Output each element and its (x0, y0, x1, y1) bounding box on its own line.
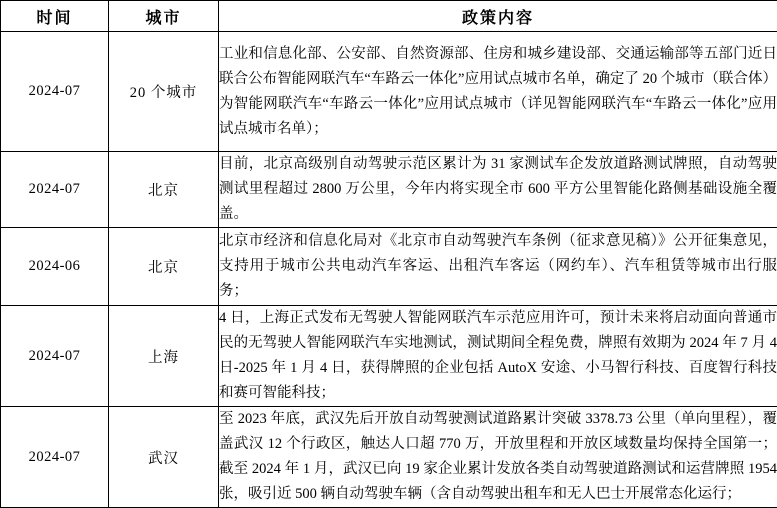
column-header-city: 城市 (109, 1, 219, 32)
cell-content: 北京市经济和信息化局对《北京市自动驾驶汽车条例（征求意见稿）》公开征集意见，支持用于城市公共电动汽车客运、出租汽车客运（网约车）、汽车租赁等城市出行服务； (219, 228, 777, 306)
cell-city: 北京 (109, 152, 219, 228)
table-header-row (1, 1, 777, 32)
table-body (1, 32, 777, 508)
column-header-time: 时间 (1, 1, 109, 32)
cell-time: 2024-07 (1, 152, 109, 228)
cell-city: 20 个城市 (109, 32, 219, 152)
table-row (1, 407, 777, 508)
table-header (1, 1, 777, 32)
table-row (1, 152, 777, 228)
cell-time: 2024-06 (1, 228, 109, 306)
cell-city: 北京 (109, 228, 219, 306)
cell-city: 上海 (109, 306, 219, 407)
cell-time: 2024-07 (1, 32, 109, 152)
cell-city: 武汉 (109, 407, 219, 508)
cell-content: 目前，北京高级别自动驾驶示范区累计为 31 家测试车企发放道路测试牌照，自动驾驶测试里程超过 2800 万公里，今年内将实现全市 600 平方公里智能化路侧基础设施全覆盖。 (219, 152, 777, 228)
cell-content: 工业和信息化部、公安部、自然资源部、住房和城乡建设部、交通运输部等五部门近日联合公布智能网联汽车“车路云一体化”应用试点城市名单，确定了 20 个城市（联合体）为智能网联汽车“车路云一体化”应用试点城市（详见智能网联汽车“车路云一体化”应用试点城市名单）； (219, 32, 777, 152)
table-row (1, 306, 777, 407)
cell-content: 4 日，上海正式发布无驾驶人智能网联汽车示范应用许可，预计未来将启动面向普通市民的无驾驶人智能网联汽车实地测试，测试期间全程免费，牌照有效期为 2024 年 7 月 4 日-2025 年 1 月 4 日，获得牌照的企业包括 AutoX 安途、小马智行科技、百度智行科技和赛可智能科技； (219, 306, 777, 407)
cell-time: 2024-07 (1, 306, 109, 407)
column-header-content: 政策内容 (219, 1, 777, 32)
table-row (1, 32, 777, 152)
cell-content: 至 2023 年底，武汉先后开放自动驾驶测试道路累计突破 3378.73 公里（单向里程），覆盖武汉 12 个行政区，触达人口超 770 万，开放里程和开放区域数量均保持全国第一；截至 2024 年 1 月，武汉已向 19 家企业累计发放各类自动驾驶道路测试和运营牌照 1954 张，吸引近 500 辆自动驾驶车辆（含自动驾驶出租车和无人巴士开展常态化运行； (219, 407, 777, 508)
cell-time: 2024-07 (1, 407, 109, 508)
table-row (1, 228, 777, 306)
